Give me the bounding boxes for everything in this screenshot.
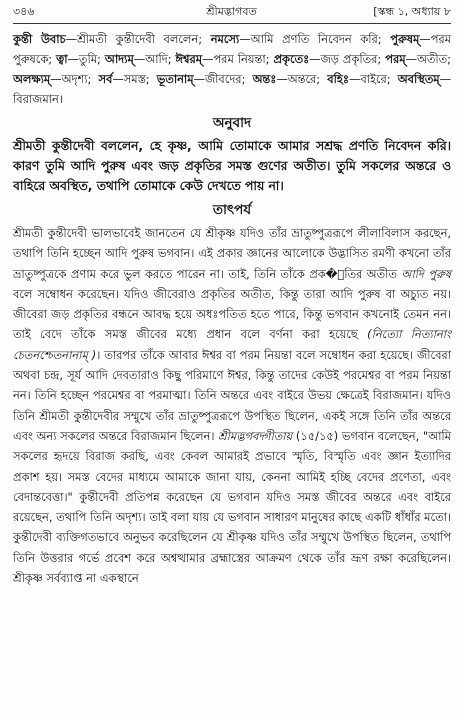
gloss-meaning: —জড় প্রকৃতির; (309, 52, 386, 66)
gloss-term: পরম্ (385, 52, 406, 66)
gloss-term: অন্তঃ (252, 72, 277, 86)
gloss-term: ত্বা (56, 52, 68, 66)
gloss-term: অবস্থিতম্ (397, 72, 440, 86)
gloss-term: সর্ব (98, 72, 113, 86)
gloss-term: কুন্তী উবাচ (13, 32, 66, 46)
gloss-meaning: —আদি; (133, 52, 176, 66)
book-title: শ্রীমদ্ভাগবত (206, 5, 257, 18)
gloss-meaning: —তুমি; (67, 52, 105, 66)
purport-segment: বলে সম্বোধন করেছেন। যদিও জীবেরাও প্রকৃতির অতীত, কিন্তু তারা আদি পুরুষ বা অচ্যুত নয়। জীবেরা জড় প্রকৃতির বন্ধনে আবদ্ধ হয়ে অধঃপতিত হতে পারে, কিন্তু ভগবান কখনোই তেমন নন। তাই বেদে তাঁকে সমস্ত জীবের মধ্যে প্রধান বলে বর্ণনা করা হয়েছে (13, 286, 451, 342)
gloss-meaning: —বাইরে; (348, 72, 398, 86)
translation-text: শ্রীমতী কুন্তীদেবী বললেন, হে কৃষ্ণ, আমি তোমাকে আমার সশ্রদ্ধ প্রণতি নিবেদন করি। কারণ তুমি আদি পুরুষ এবং জড় প্রকৃতির সমস্ত গুণের অতীত। তুমি সকলের অন্তরে ও বাহিরে অবস্থিত, তথাপি তোমাকে কেউ দেখতে পায় না। (13, 139, 451, 193)
header-rule (13, 23, 451, 24)
translation-title: অনুবাদ (212, 115, 252, 131)
page-header (13, 4, 451, 20)
gloss-term: প্রকৃতেঃ (273, 52, 310, 66)
purport-italic: আদি পুরুষ (401, 266, 451, 281)
gloss-meaning: —পরম পুরুষকে; (13, 32, 452, 66)
gloss-meaning: —অদৃশ্য; (50, 72, 99, 86)
gloss-term: নমস্যে (210, 32, 240, 46)
gloss-term: বহিঃ (327, 72, 349, 86)
purport-text (13, 223, 451, 588)
purport-title: তাৎপর্য (212, 202, 252, 218)
gloss-term: ঈশ্বরম্ (175, 52, 203, 66)
gloss-term: ভূতানাম্ (156, 72, 194, 86)
purport-segment: (১৫/১৫) ভগবান বলেছেন, "আমি সকলের হৃদয়ে বিরাজ করছি, এবং কেবল আমারই প্রভাবে স্মৃতি, বিস্মৃতি এবং জ্ঞান ইত্যাদির প্রকাশ হয়। সমস্ত বেদের মাধ্যমে আমাকে জানা যায়, কেননা আমিই হচ্ছি বেদের প্রণেতা, এবং বেদান্তবেত্তা।" কুন্তীদেবী প্রতিপন্ন করেছেন যে ভগবান যদিও সমস্ত জীবের অন্তরে এবং বাইরে রয়েছেন, তথাপি তিনি অদৃশ্য। তাই বলা যায় যে ভগবান সাধারণ মানুষের কাছে একটি ধাঁধাঁর মতো। কুন্তীদেবী ব্যক্তিগতভাবে অনুভব করেছিলেন যে শ্রীকৃষ্ণ যদিও তাঁর সম্মুখে উপস্থিত ছিলেন, তথাপি তিনি উত্তরার গর্ভে প্রবেশ করে অশ্বত্থামার ব্রহ্মাস্ত্রের আক্রমণ থেকে তাঁর ভ্রূণ রক্ষা করেছিলেন। শ্রীকৃষ্ণ সর্বব্যাপ্ত না একস্থানে (13, 428, 451, 586)
purport-italic: (নিত্যো নিত্যানাং চেতনশ্চেতনানাম্ ) (13, 327, 451, 362)
purport-segment: । তারপর তাঁকে আবার ঈশ্বর বা পরম নিয়ন্তা বলে সম্বোধন করা হয়েছে। জীবেরা অথবা চন্দ্র, সূর্য আদি দেবতারাও কিছু পরিমাণে ঈশ্বর, কিন্তু তাদের কেউই পরমেশ্বর বা পরম নিয়ন্তা নন। তিনি হচ্ছেন পরমেশ্বর বা পরমাত্মা। তিনি অন্তরে এবং বাইরে উভয় ক্ষেত্রেই বিরাজমান। যদিও তিনি শ্রীমতী কুন্তীদেবীর সম্মুখে তাঁর ভ্রাতুষ্পুত্ররূপে উপস্থিত ছিলেন, একই সঙ্গে তিনি তাঁর অন্তরে এবং অন্য সকলের অন্তরে বিরাজমান ছিলেন। (13, 347, 451, 443)
gloss-meaning: —শ্রীমতী কুন্তীদেবী বললেন; (65, 32, 211, 46)
purport-segment: শ্রীমতী কুন্তীদেবী ভালভাবেই জানতেন যে শ্রীকৃষ্ণ যদিও তাঁর ভ্রাতুষ্পুত্ররূপে লীলাবিলাস করছেন, তথাপি তিনি হচ্ছেন আদি পুরুষ ভগবান। এই প্রকার জ্ঞানের আলোকে উদ্ভাসিত রমণী কখনো তাঁর ভ্রাতুষ্পুত্রকে প্রণাম করে ভুল করতে পারেন না। তাই, তিনি তাঁকে প্রক�ৃতির অতীত (13, 226, 451, 281)
gloss-meaning: —অতীত; (405, 52, 452, 66)
gloss-term: অলক্ষ্যম্ (13, 72, 51, 86)
page-number: ৩৪৬ (13, 5, 35, 18)
gloss-term: আদ্যম্ (104, 52, 134, 66)
chapter-reference: [স্কন্ধ ১, অধ্যায় ৮ (373, 5, 451, 18)
gloss-meaning: —অন্তরে; (276, 72, 328, 86)
gloss-meaning: —আমি প্রণতি নিবেদন করি; (239, 32, 391, 46)
gloss-meaning: —সমস্ত; (112, 72, 157, 86)
gloss-term: পুরুষম্ (390, 32, 420, 46)
word-gloss (13, 29, 451, 109)
gloss-meaning: —বিরাজমান। (13, 72, 452, 106)
gloss-meaning: —পরম নিয়ন্তা; (202, 52, 274, 66)
purport-italic: শ্রীমদ্ভগবদ্গীতায় (218, 428, 293, 443)
gloss-meaning: —জীবদের; (193, 72, 253, 86)
